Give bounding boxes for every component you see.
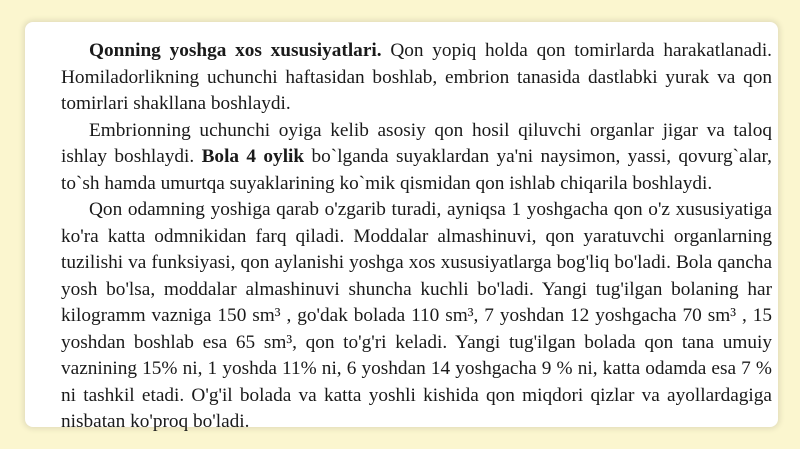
paragraph-3: Qon odamning yoshiga qarab o'zgarib turadi, ayniqsa 1 yoshgacha qon o'z xususiyatiga ko'ra katta odmnikidan farq qiladi. Moddalar almashinuvi, qon yaratuvchi organlarning tuzilishi va funksiyasi, qon aylanishi yoshga xos xususiyatlarga bog'liq bo'ladi. Bola qancha yosh bo'lsa, moddalar almashinuvi shuncha kuchli bo'ladi. Yangi tug'ilgan bolaning har kilogramm vazniga 150 sm³ , go'dak bolada 110 sm³, 7 yoshdan 12 yoshgacha 70 sm³ , 15 yoshdan boshlab esa 65 sm³, qon to'g'ri keladi. Yangi tug'ilgan bolada qon tana umuiy vaznining 15% ni, 1 yoshda 11% ni, 6 yoshdan 14 yoshgacha 9 % ni, katta odamda esa 7 % ni tashkil etadi. O'g'il bolada va katta yoshli kishida qon miqdori qizlar va ayollardagiga nisbatan ko'proq bo'ladi.: [61, 199, 772, 432]
body-text: [61, 38, 772, 436]
paragraph-2-bold: Bola 4 oylik: [201, 146, 305, 167]
paragraph-2-text-start: Embrionning uchunchi oyiga kelib asosiy qon hosil qiluvchi organlar jigar va taloq ishlay boshlaydi.: [61, 119, 772, 167]
paragraph-2: [61, 118, 772, 198]
section-heading: Qonning yoshga xos xususiyatlari.: [89, 40, 382, 61]
paragraph-2-text-end: bo`lganda suyaklardan ya'ni naysimon, yassi, qovurg`alar, to`sh hamda umurtqa suyaklarining ko`mik qismidan qon ishlab chiqarila boshlaydi.: [61, 146, 773, 194]
paragraph-1-text: Qon yopiq holda qon tomirlarda harakatlanadi. Homiladorlikning uchunchi haftasidan boshlab, embrion tanasida dastlabki yurak va qon tomirlari shakllana boshlaydi.: [61, 40, 772, 114]
paragraph-1: [61, 38, 772, 118]
